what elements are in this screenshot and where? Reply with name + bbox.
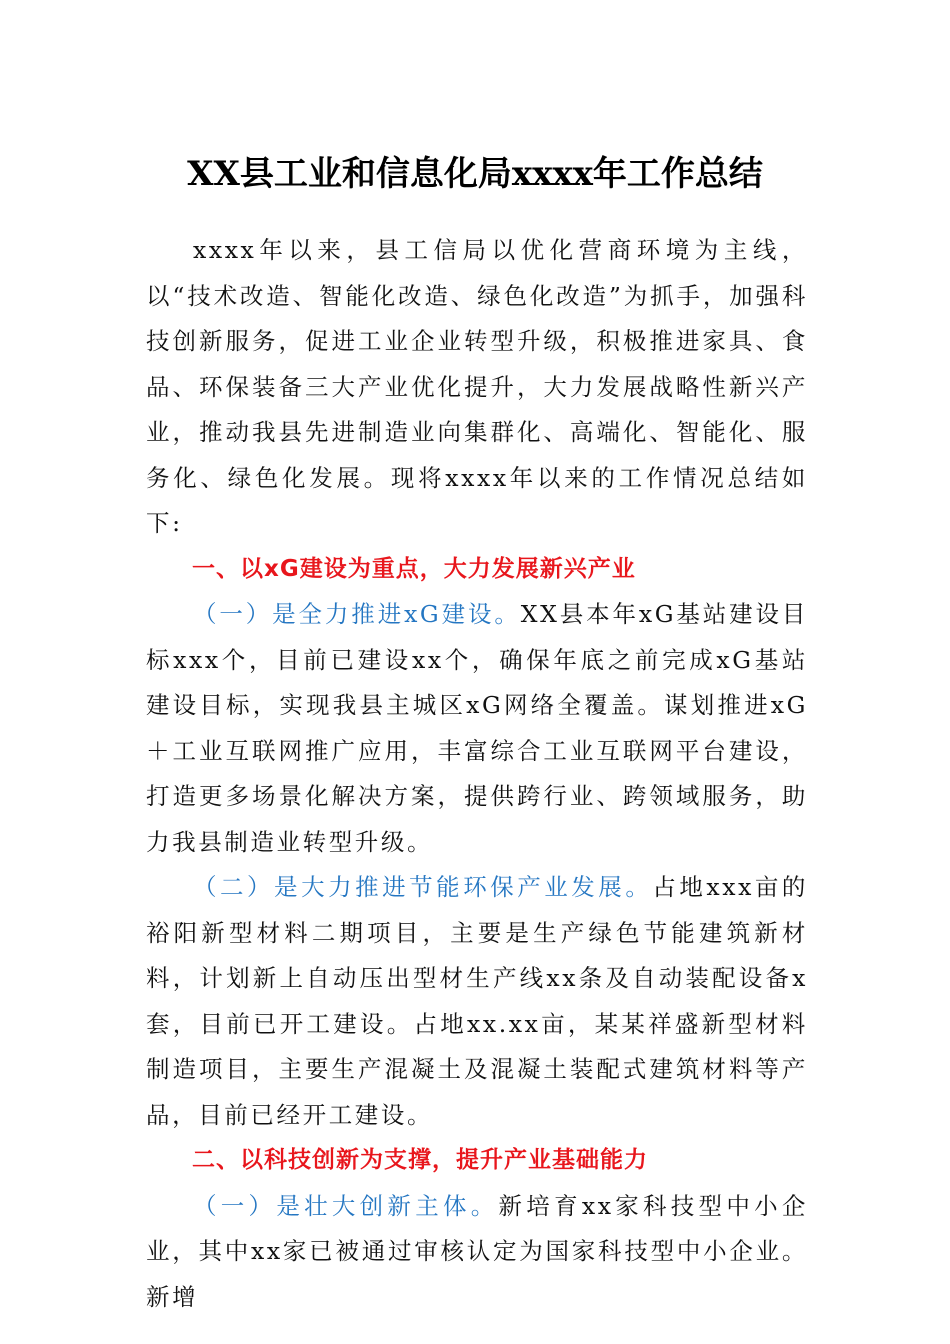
document-title: XX县工业和信息化局xxxx年工作总结 — [187, 154, 763, 194]
section-1-item-2 — [146, 865, 808, 1138]
section-1-item-1-title: （一）是全力推进xG建设。 — [193, 600, 521, 628]
section-1-item-2-text: 占地xxx亩的裕阳新型材料二期项目，主要是生产绿色节能建筑新材料，计划新上自动压出型材生产线xx条及自动装配设备x套，目前已开工建设。占地xx.xx亩，某某祥盛新型材料制造项目，主要生产混凝土及混凝土装配式建筑材料等产品，目前已经开工建设。 — [146, 873, 809, 1129]
section-1-item-2-title: （二）是大力推进节能环保产业发展。 — [193, 873, 653, 901]
section-2-heading: 二、以科技创新为支撑，提升产业基础能力 — [192, 1147, 648, 1173]
section-1-item-1-text: XX县本年xG基站建设目标xxx个，目前已建设xx个，确保年底之前完成xG基站建设目标，实现我县主城区xG网络全覆盖。谋划推进xG＋工业互联网推广应用，丰富综合工业互联网平台建设，打造更多场景化解决方案，提供跨行业、跨领域服务，助力我县制造业转型升级。 — [146, 600, 809, 856]
document-body — [146, 228, 808, 1320]
section-1-heading: 一、以xG建设为重点，大力发展新兴产业 — [192, 555, 636, 582]
section-1-item-1 — [146, 592, 808, 865]
section-2-item-1-title: （一）是壮大创新主体。 — [193, 1191, 499, 1220]
section-2-item-1-text: 新培育xx家科技型中小企业，其中xx家已被通过审核认定为国家科技型中小企业。新增 — [146, 1191, 808, 1311]
section-2-item-1 — [146, 1184, 808, 1321]
intro-paragraph: xxxx年以来，县工信局以优化营商环境为主线，以“技术改造、智能化改造、绿色化改造”为抓手，加强科技创新服务，促进工业企业转型升级，积极推进家具、食品、环保装备三大产业优化提升，大力发展战略性新兴产业，推动我县先进制造业向集群化、高端化、智能化、服务化、绿色化发展。现将xxxx年以来的工作情况总结如下: — [146, 236, 808, 537]
